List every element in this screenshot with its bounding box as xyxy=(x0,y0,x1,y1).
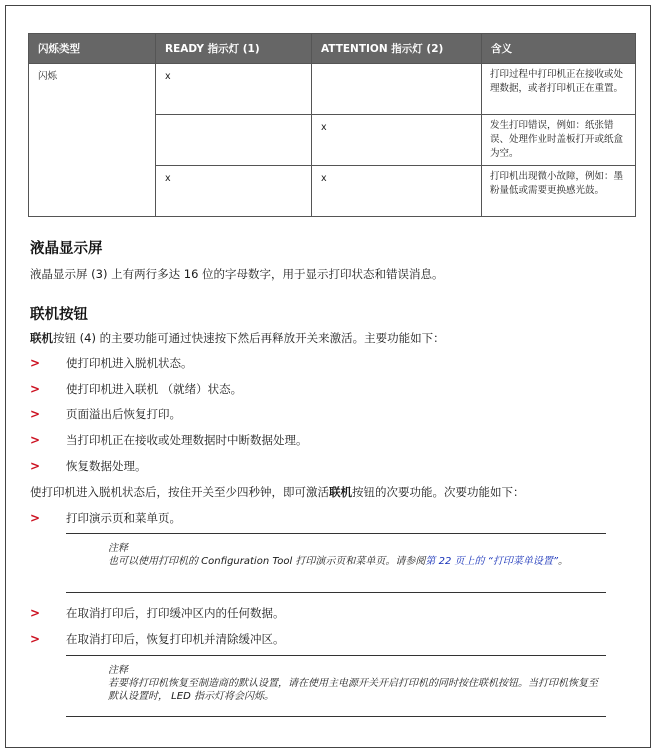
table-header-row xyxy=(29,34,636,64)
list-item-text: 在取消打印后，恢复打印机并清除缓冲区。 xyxy=(66,632,285,646)
list-item-text: 使打印机进入脱机状态。 xyxy=(66,356,193,370)
meaning-cell: 发生打印错误，例如：纸张错误、处理作业时盖板打开或纸盒为空。 xyxy=(482,115,636,166)
bullet-arrow-icon: > xyxy=(30,407,41,421)
list-item-text: 页面溢出后恢复打印。 xyxy=(66,407,181,421)
list-item-text: 打印演示页和菜单页。 xyxy=(66,511,181,525)
bullet-arrow-icon: > xyxy=(30,606,41,620)
list-item-text: 使打印机进入联机 （就绪）状态。 xyxy=(66,382,243,396)
attention-cell xyxy=(312,64,482,115)
secondary-intro-bold: 联机 xyxy=(329,485,352,499)
note-text: 也可以使用打印机的 Configuration Tool 打印演示页和菜单页。请参阅 xyxy=(108,556,426,567)
secondary-intro xyxy=(30,484,630,500)
ready-cell: x xyxy=(156,166,312,217)
attention-cell: x xyxy=(312,115,482,166)
list-item xyxy=(30,458,147,474)
list-item-text: 当打印机正在接收或处理数据时中断数据处理。 xyxy=(66,433,308,447)
ready-cell xyxy=(156,115,312,166)
header-attention: ATTENTION 指示灯 (2) xyxy=(312,34,482,64)
note-label: 注释 xyxy=(108,665,128,676)
online-intro xyxy=(30,330,630,346)
page-reference-link[interactable]: 第 22 页上的 “打印菜单设置” xyxy=(425,556,559,567)
bullet-arrow-icon: > xyxy=(30,433,41,447)
list-item xyxy=(30,406,181,422)
table-row xyxy=(29,64,636,115)
note-text: 若要将打印机恢复至制造商的默认设置，请在使用主电源开关开启打印机的同时按住联机按钮。当打印机恢复至默认设置时， LED 指示灯将会闪烁。 xyxy=(108,678,598,702)
secondary-intro-post: 按钮的次要功能。次要功能如下： xyxy=(352,485,525,499)
list-item xyxy=(30,510,181,526)
list-item xyxy=(30,631,285,647)
bullet-arrow-icon: > xyxy=(30,632,41,646)
lcd-heading: 液晶显示屏 xyxy=(30,241,103,257)
online-intro-rest: 按钮 (4) 的主要功能可通过快速按下然后再释放开关来激活。主要功能如下： xyxy=(53,331,445,345)
online-heading: 联机按钮 xyxy=(30,307,88,323)
bullet-arrow-icon: > xyxy=(30,382,41,396)
note-box xyxy=(66,533,606,593)
bullet-arrow-icon: > xyxy=(30,459,41,473)
note-label: 注释 xyxy=(108,543,128,554)
lcd-text: 液晶显示屏 (3) 上有两行多达 16 位的字母数字，用于显示打印状态和错误消息。 xyxy=(30,267,444,281)
note-text-end: 。 xyxy=(558,556,569,567)
header-flash-type: 闪烁类型 xyxy=(29,34,156,64)
online-intro-bold: 联机 xyxy=(30,331,53,345)
ready-cell: x xyxy=(156,64,312,115)
attention-cell: x xyxy=(312,166,482,217)
header-ready: READY 指示灯 (1) xyxy=(156,34,312,64)
list-item xyxy=(30,605,285,621)
list-item-text: 在取消打印后，打印缓冲区内的任何数据。 xyxy=(66,606,285,620)
meaning-cell: 打印机出现微小故障，例如：墨粉量低或需要更换感光鼓。 xyxy=(482,166,636,217)
flash-type-cell: 闪烁 xyxy=(29,64,156,217)
bullet-arrow-icon: > xyxy=(30,356,41,370)
flash-table xyxy=(28,33,636,217)
secondary-intro-pre: 使打印机进入脱机状态后，按住开关至少四秒钟，即可激活 xyxy=(30,485,329,499)
meaning-cell: 打印过程中打印机正在接收或处理数据，或者打印机正在重置。 xyxy=(482,64,636,115)
bullet-arrow-icon: > xyxy=(30,511,41,525)
list-item xyxy=(30,432,308,448)
list-item-text: 恢复数据处理。 xyxy=(66,459,147,473)
list-item xyxy=(30,381,242,397)
note-box xyxy=(66,655,606,717)
list-item xyxy=(30,355,193,371)
header-meaning: 含义 xyxy=(482,34,636,64)
